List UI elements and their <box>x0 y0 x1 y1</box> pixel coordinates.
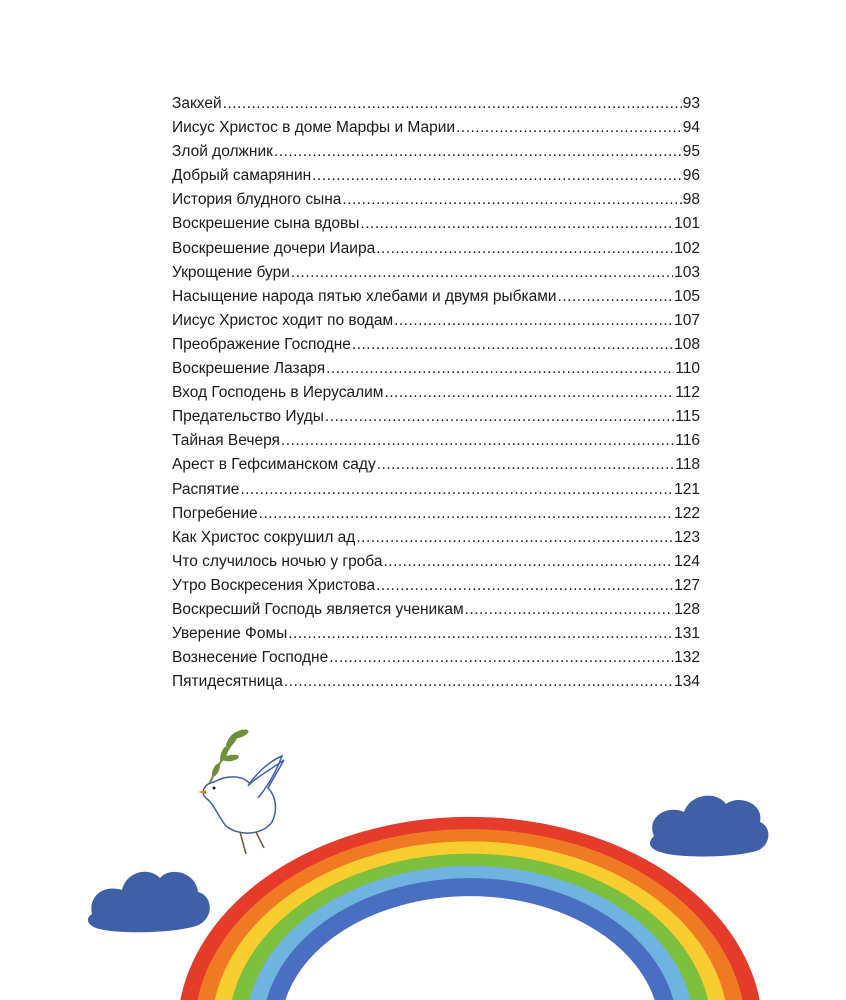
toc-entry <box>172 357 700 381</box>
toc-entry-title: Как Христос сокрушил ад <box>172 528 356 546</box>
toc-entry <box>172 285 700 309</box>
toc-entry-page-number: 116 <box>675 432 700 450</box>
toc-entry-title: Преображение Господне <box>172 335 351 353</box>
toc-entry-page-number: 103 <box>674 263 700 281</box>
toc-entry <box>172 309 700 333</box>
toc-entry-page-number: 105 <box>674 287 700 305</box>
toc-entry-title: Насыщение народа пятью хлебами и двумя рыбками <box>172 287 557 305</box>
toc-dot-leader <box>352 333 673 357</box>
toc-dot-leader <box>259 502 673 526</box>
toc-dot-leader <box>281 429 674 453</box>
toc-entry-page-number: 95 <box>682 143 700 161</box>
toc-entry-title: Иисус Христос ходит по водам <box>172 311 394 329</box>
toc-entry-page-number: 132 <box>674 649 700 667</box>
toc-dot-leader <box>558 285 674 309</box>
toc-dot-leader <box>360 212 673 236</box>
toc-entry <box>172 478 700 502</box>
toc-entry-title: Закхей <box>172 95 222 112</box>
toc-entry <box>172 92 700 116</box>
toc-entry <box>172 381 700 405</box>
toc-entry <box>172 429 700 453</box>
toc-entry <box>172 237 700 261</box>
toc-entry <box>172 453 700 477</box>
toc-entry-page-number: 134 <box>674 673 700 691</box>
toc-entry <box>172 140 700 164</box>
toc-entry-page-number: 124 <box>674 552 700 570</box>
toc-entry-page-number: 98 <box>682 191 700 209</box>
toc-entry-title: Тайная Вечеря <box>172 432 280 450</box>
toc-entry-title: Воскрешение Лазаря <box>172 360 326 378</box>
toc-entry <box>172 333 700 357</box>
toc-dot-leader <box>223 92 682 116</box>
toc-entry <box>172 526 700 550</box>
toc-entry-title: История блудного сына <box>172 191 342 209</box>
table-of-contents <box>172 92 700 694</box>
toc-dot-leader <box>288 622 673 646</box>
toc-entry <box>172 116 700 140</box>
toc-dot-leader <box>377 453 675 477</box>
toc-entry-page-number: 128 <box>674 600 700 618</box>
toc-dot-leader <box>329 646 673 670</box>
toc-entry-title: Вход Господень в Иерусалим <box>172 384 384 402</box>
toc-entry-title: Что случилось ночью у гроба <box>172 552 383 570</box>
cloud-icon <box>88 872 210 933</box>
toc-dot-leader <box>394 309 673 333</box>
toc-entry-title: Иисус Христос в доме Марфы и Марии <box>172 119 456 137</box>
toc-entry-page-number: 101 <box>674 215 700 233</box>
toc-dot-leader <box>325 405 674 429</box>
toc-dot-leader <box>240 478 673 502</box>
toc-entry-title: Погребение <box>172 504 258 522</box>
toc-entry-title: Вознесение Господне <box>172 649 329 667</box>
toc-entry-title: Добрый самарянин <box>172 167 312 185</box>
rainbow-illustration <box>0 700 846 1000</box>
toc-entry-title: Злой должник <box>172 143 273 161</box>
toc-dot-leader <box>456 116 682 140</box>
toc-entry-page-number: 122 <box>674 504 700 522</box>
toc-entry-page-number: 127 <box>674 576 700 594</box>
toc-dot-leader <box>383 550 673 574</box>
toc-dot-leader <box>356 526 673 550</box>
toc-dot-leader <box>312 164 682 188</box>
toc-entry-title: Укрощение бури <box>172 263 290 281</box>
toc-entry <box>172 212 700 236</box>
toc-entry-page-number: 110 <box>675 360 700 378</box>
toc-entry-title: Арест в Гефсиманском саду <box>172 456 376 474</box>
toc-entry-page-number: 102 <box>674 239 700 257</box>
toc-entry <box>172 502 700 526</box>
toc-entry <box>172 261 700 285</box>
toc-entry-page-number: 121 <box>674 480 700 498</box>
toc-entry <box>172 622 700 646</box>
toc-entry-page-number: 112 <box>675 384 700 402</box>
toc-dot-leader <box>291 261 673 285</box>
toc-entry-title: Воскрешение сына вдовы <box>172 215 360 233</box>
toc-entry-title: Уверение Фомы <box>172 625 288 643</box>
toc-dot-leader <box>274 140 682 164</box>
toc-entry-page-number: 131 <box>674 625 700 643</box>
toc-dot-leader <box>326 357 674 381</box>
toc-entry <box>172 670 700 694</box>
toc-entry-page-number: 107 <box>674 311 700 329</box>
toc-entry-page-number: 94 <box>682 119 700 137</box>
toc-entry-title: Воскресший Господь является ученикам <box>172 600 464 618</box>
toc-entry-page-number: 96 <box>682 167 700 185</box>
toc-dot-leader <box>376 237 673 261</box>
toc-entry <box>172 646 700 670</box>
toc-dot-leader <box>465 598 674 622</box>
toc-entry-title: Утро Воскресения Христова <box>172 576 376 594</box>
toc-entry-title: Распятие <box>172 480 240 498</box>
dove-with-olive-branch-icon <box>198 728 284 854</box>
toc-entry <box>172 188 700 212</box>
toc-entry-title: Воскрешение дочери Иаира <box>172 239 376 257</box>
toc-entry <box>172 574 700 598</box>
toc-dot-leader <box>284 670 673 694</box>
toc-dot-leader <box>376 574 673 598</box>
toc-dot-leader <box>384 381 674 405</box>
toc-entry <box>172 598 700 622</box>
toc-entry-page-number: 93 <box>682 95 700 112</box>
toc-entry-page-number: 108 <box>674 335 700 353</box>
toc-entry-title: Пятидесятница <box>172 673 283 691</box>
cloud-icon <box>650 796 768 857</box>
toc-entry <box>172 550 700 574</box>
toc-entry-title: Предательство Иуды <box>172 408 324 426</box>
toc-entry-page-number: 123 <box>674 528 700 546</box>
toc-entry <box>172 405 700 429</box>
toc-entry <box>172 164 700 188</box>
toc-dot-leader <box>342 188 681 212</box>
toc-entry-page-number: 115 <box>675 408 700 426</box>
toc-entry-page-number: 118 <box>675 456 700 474</box>
